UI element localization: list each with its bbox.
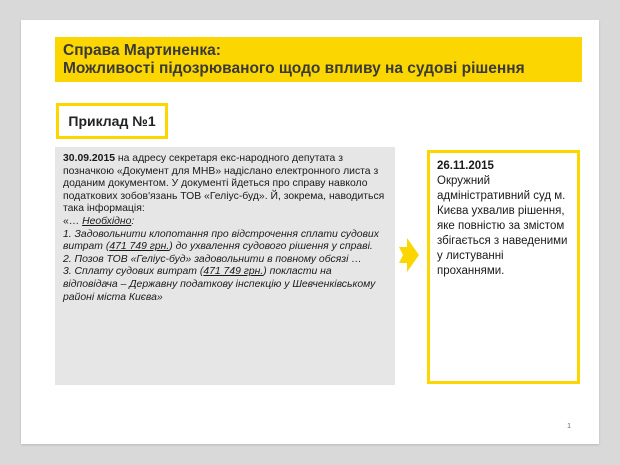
title-line-1: Справа Мартиненка: [63, 42, 221, 59]
email-evidence-panel [55, 147, 395, 385]
court-decision-panel [427, 150, 580, 384]
evidence-date: 30.09.2015 [63, 153, 116, 164]
right-arrow-icon [399, 238, 419, 272]
quote-item-1 [63, 229, 388, 254]
slide [21, 20, 599, 444]
item1-amount: 471 749 грн. [109, 241, 170, 253]
decision-date: 26.11.2015 [437, 160, 494, 172]
example-box [56, 103, 168, 139]
item3-text-b: ) покласти на відповідача – Державну податкову інспекцію у Шевченківському районі міста Києва» [63, 266, 376, 303]
evidence-intro-text: на адресу секретаря екс-народного депутата з позначкою «Документ для МНВ» надіслано електронного листа з доданим документом. У документі йдеться про справу навколо податкових зобов'язань ТОВ «Геліус-буд». Й, зокрема, наводиться така інформація: [63, 153, 385, 215]
quote-item-2: 2. Позов ТОВ «Геліус-буд» задовольнити в повному обсязі … [63, 253, 362, 265]
item1-text-a: 1. Задовольнити клопотання про відстрочення сплати судових витрат ( [63, 228, 379, 253]
title-bar [55, 37, 582, 82]
example-label: Приклад №1 [68, 113, 156, 129]
decision-text: Окружний адміністративний суд м. Києва ухвалив рішення, яке повністю за змістом збігається з наведеними у листуванні проханнями. [437, 175, 568, 277]
slide-number: 1 [567, 423, 571, 430]
title-line-2: Можливості підозрюваного щодо впливу на судові рішення [63, 60, 525, 77]
quote-open: «… [63, 215, 83, 227]
item3-text-a: 3. Сплату судових витрат ( [63, 266, 204, 278]
quote-item-3 [63, 266, 388, 304]
quote-heading [63, 216, 388, 229]
quote-colon: : [131, 215, 135, 227]
item3-amount: 471 749 грн. [203, 266, 264, 278]
item1-text-b: ) до ухвалення судового рішення у справі. [169, 241, 373, 253]
necessary-label: Необхідно [82, 215, 132, 227]
evidence-intro [63, 153, 388, 216]
